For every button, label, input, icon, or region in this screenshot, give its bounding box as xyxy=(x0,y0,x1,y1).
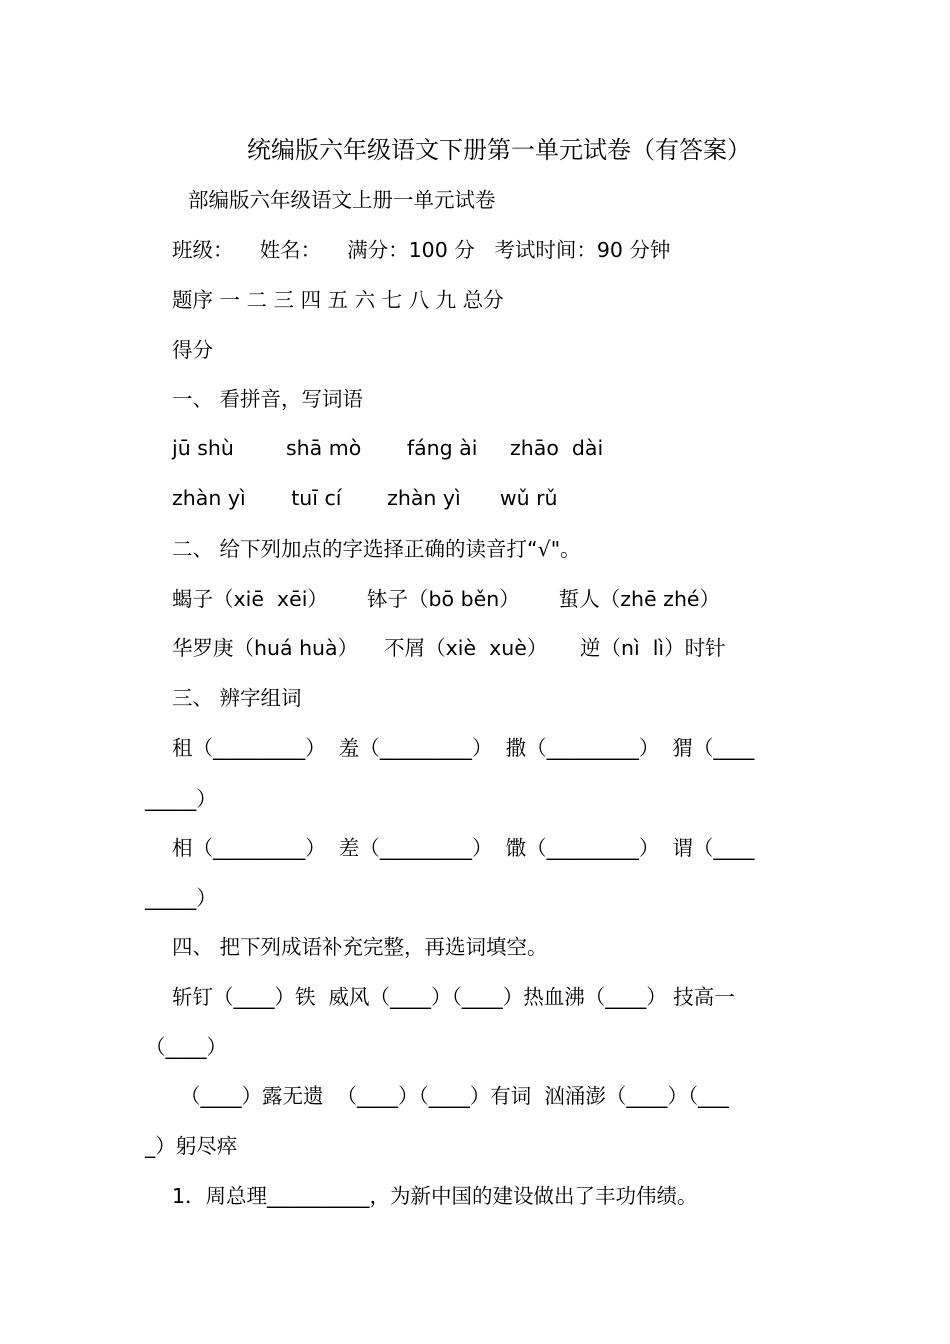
section1-pinyin-row2: zhàn yì tuī cí zhàn yì wǔ rǔ xyxy=(172,486,558,510)
section3-row1-continued: _____） xyxy=(145,787,217,811)
score-table-header: 题序 一 二 三 四 五 六 七 八 九 总分 xyxy=(172,288,504,312)
exam-info-line: 班级： 姓名： 满分：100 分 考试时间：90 分钟 xyxy=(172,238,671,262)
section3-heading: 三、 辨字组词 xyxy=(172,686,302,710)
page-title: 统编版六年级语文下册第一单元试卷（有答案） xyxy=(247,136,751,164)
section2-heading: 二、 给下列加点的字选择正确的读音打“√"。 xyxy=(172,537,581,561)
section2-row1: 蝎子（xiē xēi） 钵子（bō běn） 蜇人（zhē zhé） xyxy=(172,587,721,611)
section2-row2: 华罗庚（huá huà） 不屑（xiè xuè） 逆（nì lì）时针 xyxy=(172,636,726,660)
section4-idiom-row1: 斩钉（____）铁 威风（____）（____）热血沸（____） 技高一 xyxy=(172,985,735,1009)
section3-row1: 租（_________） 羞（_________） 撒（_________） 猬（____ xyxy=(172,736,755,760)
section3-row2-continued: _____） xyxy=(145,886,217,910)
section1-heading: 一、 看拼音，写词语 xyxy=(172,387,364,411)
section3-row2: 相（_________） 差（_________） 馓（_________） 谓（____ xyxy=(172,836,755,860)
score-table-row: 得分 xyxy=(172,338,213,362)
section4-idiom-row2-continued: _）躬尽瘁 xyxy=(145,1134,238,1158)
section4-idiom-row1-continued: （____） xyxy=(145,1035,227,1059)
section1-pinyin-row1: jū shù shā mò fáng ài zhāo dài xyxy=(172,436,604,460)
section4-question-1: 1．周总理__________，为新中国的建设做出了丰功伟绩。 xyxy=(172,1184,698,1208)
subtitle: 部编版六年级语文上册一单元试卷 xyxy=(188,188,496,212)
section4-idiom-row2: （____）露无遗 （____）（____）有词 汹涌澎（____）（___ xyxy=(180,1084,729,1108)
section4-heading: 四、 把下列成语补充完整，再选词填空。 xyxy=(172,935,548,959)
